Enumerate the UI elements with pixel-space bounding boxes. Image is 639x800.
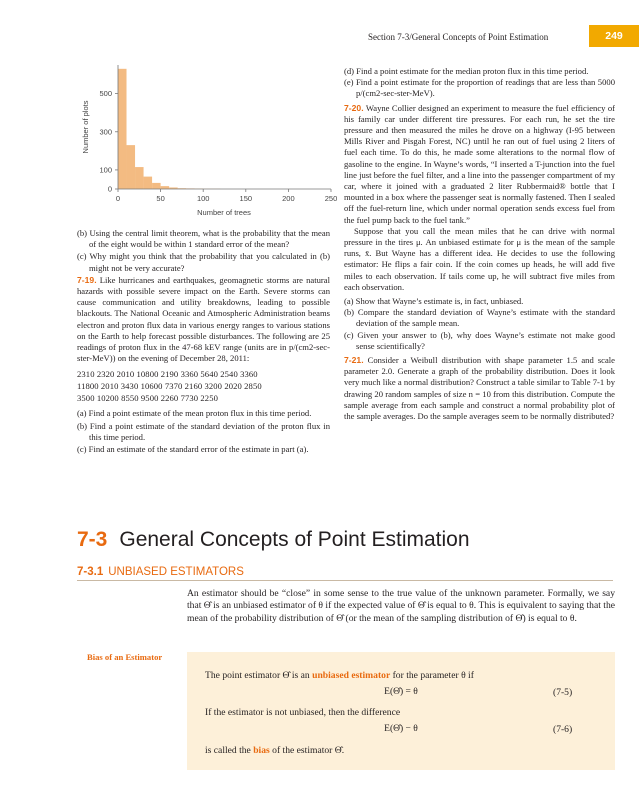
y-tick-label: 300 <box>99 127 112 137</box>
question-7-19-c: (c) Find an estimate of the standard error of the estimate in part (a). <box>77 444 309 455</box>
definition-text: is called the <box>205 745 254 756</box>
x-tick-label: 250 <box>324 194 338 203</box>
section-heading <box>77 528 470 552</box>
equation-number: (7-6) <box>553 724 573 735</box>
x-tick-label: 150 <box>239 194 253 203</box>
question-7-18-b: (b) Using the central limit theorem, what is the probability that the mean of the eight would be within 1 standard error of the mean? <box>77 228 330 250</box>
x-tick-label: 0 <box>115 194 121 203</box>
y-tick-labels <box>99 89 118 193</box>
subsection-title: UNBIASED ESTIMATORS <box>108 566 244 578</box>
exercise-7-20 <box>344 103 615 226</box>
left-column <box>77 228 330 455</box>
equation-7-6: E(Θ̂) − θ <box>384 724 418 734</box>
data-row: 2310 2320 2010 10800 2190 3360 5640 2540 3360 <box>77 369 258 380</box>
definition-text: for the parameter θ if <box>390 670 474 681</box>
question-7-19-d: (d) Find a point estimate for the median proton flux in this time period. <box>344 66 589 76</box>
subsection-rule <box>77 580 613 581</box>
histogram-bar <box>152 183 161 189</box>
subsection-heading <box>77 566 244 578</box>
exercise-text: Consider a Weibull distribution with shape parameter 1.5 and scale parameter 2.0. Generate a graph of the probability distribution. Does it look very much like a normal distribution? Construct a table similar to Table 7-1 by drawing 20 random samples of size n = 10 from this distribution. Compute the sample average from each sample and construct a normal probability plot of the sample averages. Do the sample averages seem to be normally distributed? <box>344 355 615 422</box>
histogram-bar <box>135 167 144 189</box>
x-tick-label: 200 <box>282 194 295 203</box>
exercise-7-21 <box>344 355 615 422</box>
histogram-bar <box>127 145 136 189</box>
subsection-number: 7-3.1 <box>77 566 104 578</box>
question-7-18-c: (c) Why might you think that the probability that you calculated in (b) might not be very accurate? <box>77 251 330 273</box>
equation-7-5: E(Θ̂) = θ <box>384 687 418 697</box>
question-7-19-a: (a) Find a point estimate of the mean proton flux in this time period. <box>77 408 312 419</box>
exercise-text: Like hurricanes and earthquakes, geomagnetic storms are natural hazards with possible severe impact on the Earth. Severe storms can cause communication and utility breakdowns, leading to possible blackouts. The National Oceanic and Atmospheric Administration beams electron and proton flux data in various energy ranges to various stations on the Earth to help forecast possible disturbances. The following are 25 readings of proton flux in the 47-68 kEV range (units are in p/(cm2-sec-ster-MeV)) on the evening of December 28, 2011: <box>77 274 330 364</box>
definition-line: If the estimator is not unbiased, then the difference <box>205 707 401 718</box>
histogram-bar <box>118 69 127 189</box>
definition-text: The point estimator Θ̂ is an <box>205 670 313 681</box>
exercise-number: 7-20. <box>344 102 364 113</box>
data-row: 3500 10200 8550 9500 2260 7730 2250 <box>77 393 218 404</box>
data-table <box>77 368 330 404</box>
section-number: 7-3 <box>77 528 108 551</box>
x-tick-labels <box>116 189 337 203</box>
exercise-7-20-para: Suppose that you call the mean miles that he can drive with normal pressure in the tires μ. An unbiased estimate for μ is the mean of the sample runs, x̄. But Wayne has a different idea. He decides to use the following estimator: He flips a fair coin. If the coin comes up heads, he will add five miles to each observation. If tails come up, he will subtract five miles from each observation. <box>344 225 615 292</box>
x-axis-label: Number of trees <box>197 208 251 217</box>
definition-box <box>187 652 615 770</box>
y-tick-label: 500 <box>99 89 112 99</box>
y-tick-label: 0 <box>107 184 112 194</box>
question-7-19-b: (b) Find a point estimate of the standard deviation of the proton flux in this time period. <box>77 420 330 442</box>
data-row: 11800 2010 3430 10600 7370 2160 3200 2020 2850 <box>77 381 262 392</box>
y-tick-label: 100 <box>99 165 112 175</box>
histogram-chart <box>75 55 345 225</box>
running-header: Section 7-3/General Concepts of Point Estimation <box>368 32 549 42</box>
exercise-number: 7-21. <box>344 355 364 366</box>
x-tick-label: 50 <box>156 194 165 203</box>
exercise-number: 7-19. <box>77 274 97 285</box>
question-7-20-c: (c) Given your answer to (b), why does Wayne’s estimate not make good sense scientifically? <box>344 329 615 351</box>
question-7-20-b: (b) Compare the standard deviation of Wayne’s estimate with the standard deviation of the sample mean. <box>344 307 615 329</box>
y-axis-label: Number of plots <box>81 100 90 154</box>
exercise-text: Wayne Collier designed an experiment to measure the fuel efficiency of his family car under different tire pressures. For each run, he set the tire pressure and then measured the miles he drove on a highway (I-95 between Mills River and Pisgah Forest, NC) until he ran out of fuel using 2 liters of fuel each time. To do this, he made some alterations to the normal flow of gasoline to the engine. In Wayne’s words, “I inserted a T-junction into the fuel line just before the fuel filter, and a line into the passenger compartment of my car, where it joined with a graduated 2 liter Rubbermaid® bottle that I mounted in a box where the passenger seat is normally fastened. Then I sealed off the fuel-return line, which under normal operation sends excess fuel from the fuel pump back to the fuel tank.” <box>344 102 615 225</box>
histogram-bars <box>118 69 220 189</box>
right-column <box>344 66 615 422</box>
equation-number: (7-5) <box>553 687 573 698</box>
definition-text: of the estimator Θ̂. <box>269 745 345 756</box>
body-paragraph: An estimator should be “close” in some sense to the true value of the unknown parameter. Formally, we say that Θ̂ is an unbiased estimator of θ if the expected value of Θ̂ is equal to θ. This is equivalent to saying that the mean of the probability distribution of Θ̂ (or the mean of the sampling distribution of Θ̂) is equal to θ. <box>187 588 615 624</box>
term-unbiased-estimator: unbiased estimator <box>312 670 391 681</box>
definition-line <box>205 745 344 756</box>
definition-line <box>205 670 474 681</box>
page-number: 249 <box>589 25 639 47</box>
histogram-bar <box>161 186 170 189</box>
histogram-bar <box>144 177 153 189</box>
margin-label: Bias of an Estimator <box>87 652 163 662</box>
term-bias: bias <box>253 745 270 756</box>
x-tick-label: 100 <box>196 194 210 203</box>
question-7-20-a: (a) Show that Wayne’s estimate is, in fact, unbiased. <box>344 296 524 307</box>
question-7-19-e: (e) Find a point estimate for the proportion of readings that are less than 5000 p/(cm2-sec-ster-MeV). <box>344 77 615 99</box>
section-title: General Concepts of Point Estimation <box>119 528 470 551</box>
exercise-7-19 <box>77 275 330 365</box>
